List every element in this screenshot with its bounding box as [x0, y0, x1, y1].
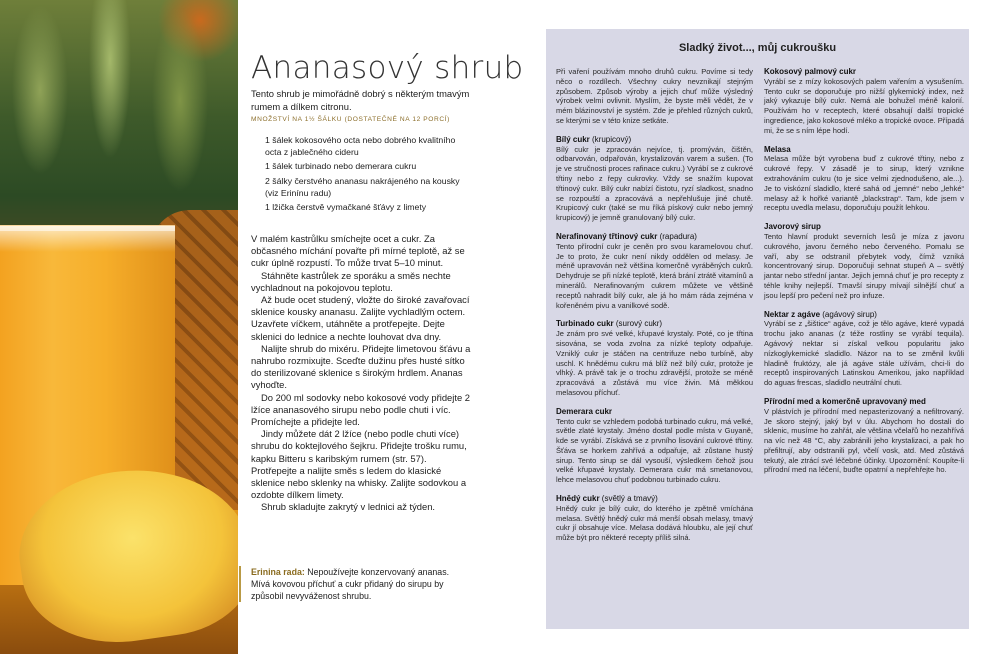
recipe-title: Ananasový shrub — [251, 50, 524, 86]
sugar-section-heading — [556, 232, 753, 242]
ingredient-item: 1 lžička čerstvě vymačkané šťávy z limety — [265, 202, 427, 213]
sugar-section-heading — [764, 222, 964, 232]
method-paragraph: Stáhněte kastrůlek ze sporáku a směs nechte vychladnout na pokojovou teplotu. — [251, 269, 451, 293]
recipe-servings: MNOŽSTVÍ NA 1½ ŠÁLKU (DOSTATEČNÉ NA 12 PORCÍ) — [251, 116, 450, 123]
sugar-section-heading — [556, 319, 753, 329]
sugar-section — [556, 67, 753, 126]
sugar-name: Bílý cukr — [556, 134, 590, 144]
tip-label: Erinina rada: — [251, 567, 305, 577]
sugar-section-text: Tento přírodní cukr je ceněn pro svou karamelovou chuť. Je to proto, že cukr není nikdy oddělen od melasy. Je méně upravován než většina komerčně vyráběných cukrů. Dehydruje se při nízké teplotě, která brání ztrátě vitamínů a minerálů. Nerafinovaným cukrem můžete ve většině receptů nahradit bílý cukr, ale já ho mám ráda zejména v kořeněném pivu a vanilkové sodě. — [556, 241, 753, 310]
sugar-section-text: Bílý cukr je zpracován nejvíce, tj. promýván, čištěn, odbarvován, odpařován, krystalizován varem a sušen. (To je ve stručnosti proces rafinace cukru.) Vyrábí se z cukrové třtiny nebo z řepy cukrovky. Vždy se snažím kupovat třtinový cukr. Bílý cukr nabízí čistotu, ryzí sladkost, snadno se rozpouští a zpracovává a nepřehlušuje jiné chutě. Krupicový cukr (také se mu říká pískový cukr nebo jemný krupicový) je jemně granulovaný bílý cukr. — [556, 144, 753, 223]
sugar-name: Přírodní med a komerčně upravovaný med — [764, 396, 926, 406]
sugar-section-text: Při vaření používám mnoho druhů cukru. Povíme si tedy něco o rozdílech. Všechny cukry nevznikají stejným způsobem. Způsob výroby a jejich chuť může výsledný výrobek velmi ovlivnit. Myslím, že byste měli vědět, že v mém blázinovství je systém. Zde je přehled různých cukrů, se kterými se v této knize setkáte. — [556, 67, 753, 125]
sugar-name: Kokosový palmový cukr — [764, 67, 857, 76]
sugar-section-text: Vyrábí se z „šištice“ agáve, což je tělo agáve, které vypadá trochu jako ananas (z téže rostliny se vyrábí tequila). Agávový nektar si získal velkou popularitu jako nízkoglykemické sladidlo. Názor na to se změnil kvůli hladině fruktózy, ale já agáve stále užívám, chci-li do receptů inspirovaných Latinskou Amerikou, jako například do aguas frescas, sladidlo neutrální chuti. — [764, 319, 964, 388]
method-paragraph: Do 200 ml sodovky nebo kokosové vody přidejte 2 lžíce ananasového sirupu nebo podle chuti i víc. Promíchejte a přidejte led. — [251, 391, 470, 428]
sugar-section — [556, 319, 753, 397]
sugar-section — [764, 67, 964, 136]
ingredient-list — [265, 135, 465, 217]
sugar-section-heading — [556, 407, 753, 417]
sugar-section — [556, 494, 753, 543]
sugar-name: Demerara cukr — [556, 406, 613, 416]
sugar-section-text: Hnědý cukr je bílý cukr, do kterého je zpětně vmíchána melasa. Světlý hnědý cukr má menší obsah melasy, tmavý cukr jí obsahuje více. Melasa dodává hloubku, ale její chuť může být pro některé recepty příliš silná. — [556, 503, 753, 543]
erin-tip — [239, 566, 454, 602]
sugar-section — [556, 135, 753, 223]
method-paragraph: Až bude ocet studený, vložte do široké zavařovací sklenice kousky ananasu. Zalijte vychladlým octem. Uzavřete víčkem, utáhněte a protřepejte. Dejte sklenici do lednice a nechte louhovat dva dny. — [251, 294, 470, 342]
method-paragraph: Shrub skladujte zakrytý v lednici až týden. — [261, 501, 436, 513]
method-paragraph: Jindy můžete dát 2 lžíce (nebo podle chuti více) shrubu do koktejlového šejkru. Přidejte trošku rumu, kapku Bitteru s karibským rumem (str. 57). Protřepejte a nalijte směs s ledem do klasické sklenice nebo sklenky na whisky. Zalijte sodovkou a ozdobte dílkem limety. — [251, 428, 467, 501]
sugar-name: Nerafinovaný třtinový cukr — [556, 231, 658, 241]
pineapple-leaves — [0, 0, 238, 240]
recipe-intro: Tento shrub je mimořádně dobrý s některým tmavým rumem a dílkem citronu. — [251, 88, 470, 112]
sugar-section-heading — [764, 310, 964, 320]
sugar-section — [556, 232, 753, 310]
sugar-name: Nektar z agáve — [764, 309, 821, 319]
sugar-section — [764, 222, 964, 300]
sugar-section-heading — [764, 145, 964, 155]
sugar-section-text: Melasa může být vyrobena buď z cukrové třtiny, nebo z cukrové řepy. V zásadě je to sirup, který vznikne extrahováním cukru (to je sice velmi zjednodušeno, ale...). Je to viskózní sladidlo, které sahá od „jemné“ nebo „lehké“ melasy až k hořké variantě „blackstrap“. Tam, kde jsem v receptu uvedla melasu, doporučuju použít lehkou. — [764, 154, 964, 213]
sugar-name: Turbinado cukr — [556, 319, 614, 329]
recipe-method — [251, 233, 471, 514]
method-paragraph: V malém kastrůlku smíchejte ocet a cukr. Za občasného míchání povařte při mírné teplotě, až se cukr úplně rozpustí. To může trvat 5–10 minut. — [251, 233, 465, 269]
sugar-name: Melasa — [764, 144, 791, 154]
ingredient-item: 2 šálky čerstvého ananasu nakrájeného na kousky (viz Erinínu radu) — [265, 176, 460, 198]
sugar-section-text: V plástvích je přírodní med nepasterizovaný a nefiltrovaný. Je skoro stejný, jaký byl v úlu. Abychom ho dostali do sklenic, musíme ho zahřát, ale většina včelařů ho nezahřívá na víc než 48 °C, aby zabránili jeho krystalizaci, a pak ho přefiltrují, aby odstranili pyl, včelí vosk, atd. Med zůstává tekutý, ale ztrácí své léčebné účinky. Upozornění: Koupíte-li přírodní med na léčení, buďte opatrní a nepřehřejte ho. — [764, 406, 964, 475]
sugar-section-heading — [764, 397, 964, 407]
glass-rim — [0, 226, 175, 252]
sugar-name: Javorový sirup — [764, 222, 821, 232]
sugar-alt-name: (rapadura) — [657, 231, 697, 241]
sugar-section-heading — [556, 494, 753, 504]
sugar-alt-name: (světlý a tmavý) — [599, 494, 658, 504]
ingredient-item: 1 šálek turbinado nebo demerara cukru — [265, 161, 417, 172]
sugar-section-heading — [556, 135, 753, 145]
sugar-alt-name: (krupicový) — [589, 134, 632, 144]
sugar-section-heading — [764, 67, 964, 77]
sugar-name: Hnědý cukr — [556, 494, 600, 504]
sidebar-column-left — [556, 67, 753, 552]
sugar-section-text: Tento hlavní produkt severních lesů je míza z javoru cukrového, javoru černého nebo červeného. Pomalu se vaří, aby se odstranil přebytek vody, čímž vzniká koncentrovaný sirup. Doporučuji sehnat stupeň A – světlý jantar nebo střední jantar. Jejich jemná chuť je pro recepty z téhle knihy nejlepší. Tmavší sirupy mívají silnější chuť a jsou lepší pro pečení než pro infuze. — [764, 231, 964, 300]
pineapple-juice-photo — [0, 0, 238, 654]
tip-text: Nepoužívejte konzervovaný ananas. Mívá kovovou příchuť a cukr přidaný do sirupu by způsobil nevyváženost shrubu. — [251, 567, 450, 601]
sugar-section — [764, 310, 964, 388]
ingredient-item: 1 šálek kokosového octa nebo dobrého kvalitního octa z jablečného cideru — [265, 135, 456, 157]
sidebar-column-right — [764, 67, 964, 484]
sugar-section-text: Tento cukr se vzhledem podobá turbinado cukru, má velké, světle zlaté krystaly. Jméno dostal podle místa v Guyaně, kde se vyrábí. Získává se z prvního lisování cukrové třtiny. Šťáva se horkem zahřívá a odpařuje, až zůstane hustý sirup. Tento sirup se dál vysouší, výsledkem čehož jsou velké křupavé krystaly. Demerara cukr má smetanovou, lehce melasovou chuť podobnou turbinado cukru. — [556, 416, 753, 485]
sugar-section — [556, 407, 753, 485]
sidebar-heading: Sladký život..., můj cukroušku — [678, 42, 837, 54]
sugar-section-text: Vyrábí se z mízy kokosových palem vařením a vysušením. Tento cukr se doporučuje pro nižší glykemický index, než jaký vykazuje bílý cukr. Nemá ale bohužel méně kalorií. Používám ho v receptech, které obsahují další tropické ingredience, jako kokosové mléko a tropické ovoce. Případá mi, že se s ním lépe hodí. — [764, 76, 964, 135]
sugar-section-text: Je znám pro své velké, křupavé krystaly. Poté, co je třtina sisována, se voda zvolna za nízké teploty odpařuje. Vzniklý cukr je stáčen na centrifuze nebo turbíně, aby uschl. K hnědému cukru má blíž než bílý cukr, protože je vlhký. A právě tak je o trochu zdravější, protože se méně zpracovává a zůstává mu více živin. Má měkkou melasovou příchuť. — [556, 329, 753, 397]
sugar-section — [764, 397, 964, 475]
sugar-alt-name: (agávový sirup) — [820, 309, 877, 319]
method-paragraph: Nalijte shrub do mixéru. Přidejte limetovou šťávu a nahrubo rozmixujte. Sceďte dužinu přes husté sítko do sterilizované sklenice s širokým hrdlem. Ananas vyhoďte. — [251, 342, 471, 391]
sugar-alt-name: (surový cukr) — [613, 319, 663, 329]
sugar-section — [764, 145, 964, 214]
